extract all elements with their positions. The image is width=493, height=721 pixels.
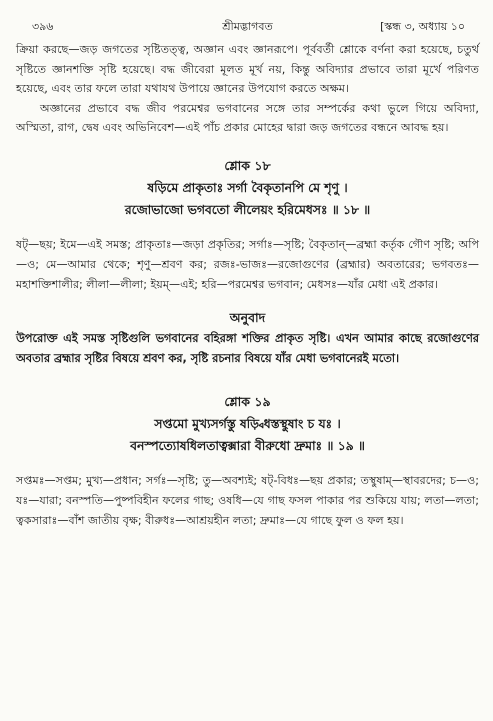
purport-paragraph-2: অজ্ঞানের প্রভাবে বদ্ধ জীব পরমেশ্বর ভগবানের সঙ্গে তার সম্পর্কের কথা ভুলে গিয়ে অবিদ্যা, অস্মিতা, রাগ, দ্বেষ এবং অভিনিবেশ—এই পাঁচ প্রকার মোহের দ্বারা জড় জগতের বন্ধনে আবদ্ধ হয়। [16, 101, 479, 134]
verse-18-translation: উপরোক্ত এই সমস্ত সৃষ্টিগুলি ভগবানের বহিরঙ্গা শক্তির প্রাকৃত সৃষ্টি। এখন আমার কাছে রজোগুণের অবতার ব্রহ্মার সৃষ্টির বিষয়ে শ্রবণ কর, সৃষ্টি রচনার বিষয়ে যাঁর মেধা ভগবানেরই মতো। [16, 331, 479, 365]
verse-19-word-meanings: সপ্তমঃ—সপ্তম; মুখ্য—প্রধান; সর্গঃ—সৃষ্টি; তু—অবশ্যই; ষট্-বিধঃ—ছয় প্রকার; তস্থুষাম্—স্থাবরদের; চ—ও; যঃ—যারা; বনস্পতি—পুষ্পবিহীন ফলের গাছ; ওষধি—যে গাছ ফসল পাকার পর শুকিয়ে যায়; লতা—লতা; ত্বকসারাঃ—বাঁশ জাতীয় বৃক্ষ; বীরুধঃ—আশ্রয়হীন লতা; দ্রুমাঃ—যে গাছে ফুল ও ফল হয়। [16, 473, 479, 527]
page-number: ৩৯৬ [32, 20, 54, 33]
purport-line-4: যথাযথ উপায়ে জ্ঞানের উপযোগ করতে অক্ষম। [144, 82, 349, 95]
canto-chapter-reference: [স্কন্ধ ৩, অধ্যায় ১০ [380, 20, 465, 33]
verse-18-text-line-1: ষড়িমে প্রাকৃতাঃ সর্গা বৈকৃতানপি মে শৃণু । [147, 180, 348, 195]
purport-line-3: মূর্খ নয়, কিন্তু অবিদ্যার প্রভাবে তারা মূর্খে পরিণত হয়েছে, এবং তার ফলে তারা [16, 62, 479, 95]
verse-18-heading: শ্লোক ১৮ [224, 157, 271, 173]
verse-19-heading: শ্লোক ১৯ [224, 393, 271, 409]
purport-line-1: ক্রিয়া করছে—জড় জগতের সৃষ্টিতত্ত্ব, অজ্ঞান এবং জ্ঞানরূপে। পূর্ববর্তী শ্লোকে [16, 43, 367, 56]
verse-19-text-line-2: বনস্পত্যোষধিলতাত্বক্সারা বীরুধো দ্রুমাঃ ॥ ১৯ ॥ [130, 438, 365, 453]
page-header [16, 0, 479, 40]
purport-continuation [16, 40, 479, 138]
book-title: শ্রীমদ্ভাগবত [222, 20, 273, 33]
verse-18-text-line-2: রজোভাজো ভগবতো লীলেয়ং হরিমেধসঃ ॥ ১৮ ॥ [124, 202, 371, 217]
translation-heading: অনুবাদ [229, 309, 266, 325]
purport-line-2: বর্ণনা করা হয়েছে, চতুর্থ সৃষ্টিতে জ্ঞানশক্তি সৃষ্টি হয়েছে। বদ্ধ জীবেরা মূলত [16, 43, 479, 76]
verse-18-word-meanings: ষট্—ছয়; ইমে—এই সমস্ত; প্রাকৃতাঃ—জড়া প্রকৃতির; সর্গাঃ—সৃষ্টি; বৈকৃতান্—ব্রহ্মা কর্তৃক গৌণ সৃষ্টি; অপি—ও; মে—আমার থেকে; শৃণু—শ্রবণ কর; রজঃ-ভাজঃ—রজোগুণের (ব্রহ্মার) অবতারের; ভগবতঃ—মহাশক্তিশালীর; লীলা—লীলা; ইয়ম্—এই; হরি—পরমেশ্বর ভগবান; মেধসঃ—যাঁর মেধা এই প্রকার। [16, 237, 479, 291]
purport-paragraph-1 [16, 40, 479, 99]
verse-19-text-line-1: সপ্তমো মুখ্যসর্গস্তু ষড়্বিধস্তস্থুষাং চ যঃ । [154, 416, 341, 431]
